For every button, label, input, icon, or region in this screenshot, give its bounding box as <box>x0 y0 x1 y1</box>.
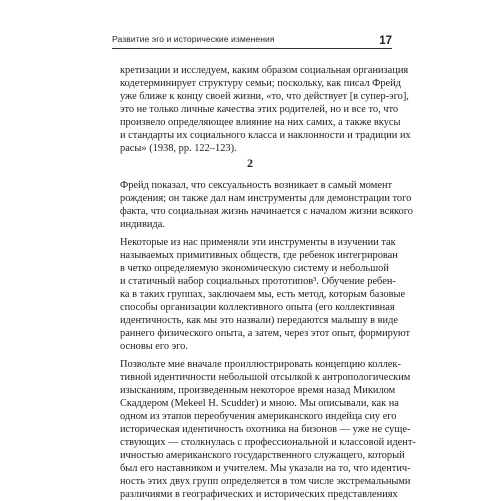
text-line: в четко определяемую экономическую систему и небольшой <box>120 263 389 274</box>
text-line: рождения; он также дал нам инструменты для демонстрации того <box>120 193 412 204</box>
running-head <box>112 28 392 48</box>
header-rule <box>112 48 392 49</box>
text-line: ствующих — столкнулась с профессиональной и классовой идент- <box>120 437 416 448</box>
text-line: способы организации коллективного опыта (его коллективная <box>120 302 395 313</box>
text-line: тивной идентичности небольшой отсылкой к антропологическим <box>120 372 411 383</box>
text-line: и стандарты их социального класса и наклонности и традиции их <box>120 130 411 141</box>
text-line: Некоторые из нас применяли эти инструменты в изучении так <box>120 237 396 248</box>
text-line: Скаддером (Mekeel H. Scudder) и мною. Мы описывали, как на <box>120 398 399 409</box>
text-line: и статичный набор социальных прототипов³. Обучение ребен- <box>120 276 396 287</box>
text-line: идентичность, как мы это назвали) передаются малышу в виде <box>120 315 399 326</box>
text-line: был его наставником и учителем. Мы указали на то, что идентич- <box>120 463 411 474</box>
section-number: 2 <box>247 156 253 170</box>
text-line: это не только личные качества этих родителей, но и все то, что <box>120 104 399 115</box>
text-line: раннего физического опыта, а затем, через этот опыт, формируют <box>120 328 411 339</box>
text-line: ичностью американского государственного служащего, который <box>120 450 405 461</box>
text-line: одном из этапов переобучения американского индейца сиу его <box>120 411 397 422</box>
text-line: основы его эго. <box>120 341 188 352</box>
text-line: Позвольте мне вначале проиллюстрировать концепцию коллек- <box>120 359 401 370</box>
text-line: Фрейд показал, что сексуальность возникает в самый момент <box>120 180 393 191</box>
text-line: факта, что социальная жизнь начинается с началом жизни всякого <box>120 206 413 217</box>
text-line: ность этих двух групп определяется в том числе экстремальными <box>120 476 411 487</box>
text-line: произвело определяющее влияние на них самих, а также вкусы <box>120 117 401 128</box>
running-title: Развитие эго и исторические изменения <box>112 34 275 44</box>
text-line: уже ближе к концу своей жизни, «то, что действует [в супер-эго], <box>120 91 409 102</box>
text-line: изысканиям, произведенным некоторое время назад Микилом <box>120 385 396 396</box>
text-line: историческая идентичность охотника на бизонов — уже не суще- <box>120 424 411 435</box>
text-line: называемых примитивных обществ, где ребенок интегрирован <box>120 250 398 261</box>
text-line: кретизации и исследуем, каким образом социальная организация <box>120 65 409 76</box>
text-line: ка в таких группах, заключаем мы, есть метод, которым базовые <box>120 289 406 300</box>
text-line: различиями в географических и исторических представлениях <box>120 489 398 500</box>
text-line: индивида. <box>120 219 165 230</box>
text-line: расы» (1938, pp. 122–123). <box>120 143 237 154</box>
page-number: 17 <box>379 35 392 47</box>
text-line: кодетерминирует структуру семьи; поскольку, как писал Фрейд <box>120 78 401 89</box>
